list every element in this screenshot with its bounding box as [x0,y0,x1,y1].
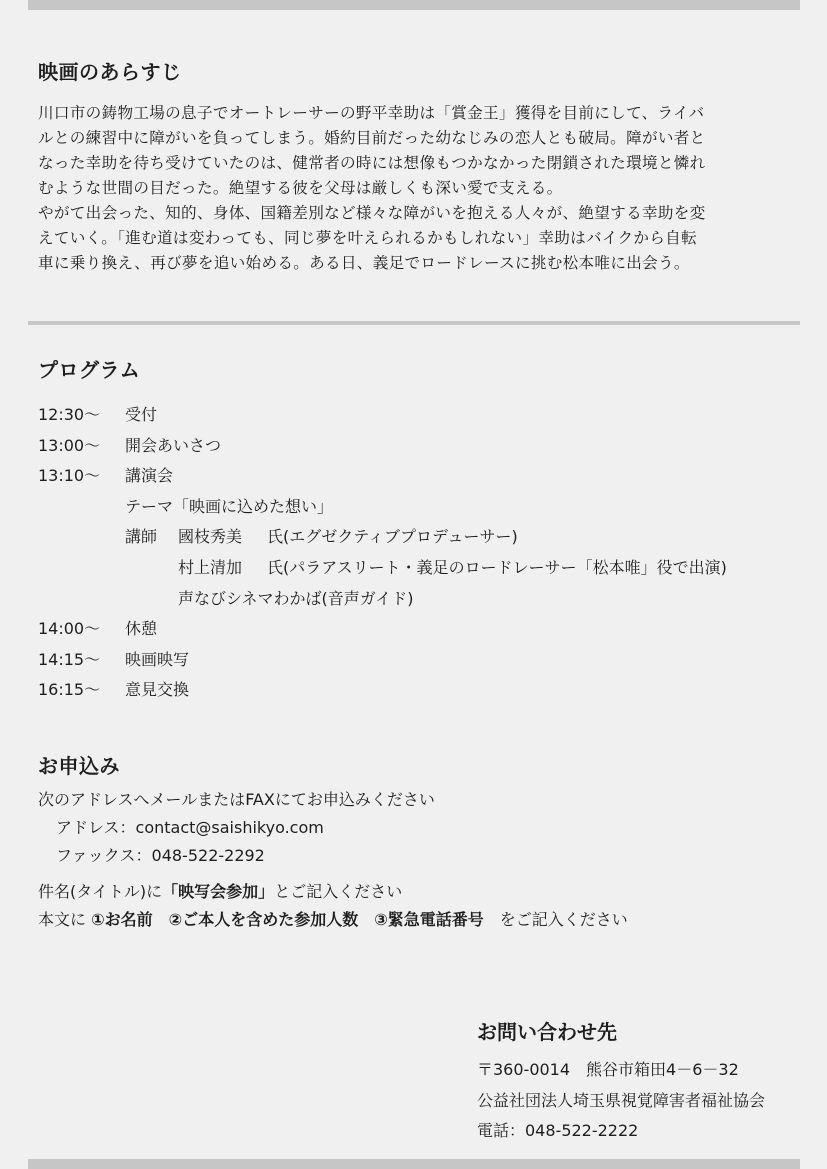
body-instruction [38,906,798,934]
apply-intro: 次のアドレスへメールまたはFAXにてお申込みください [38,790,435,809]
synopsis-text [38,101,790,276]
schedule-time: 13:00〜 [38,435,101,455]
lecturer-label: 講師 [125,527,158,547]
body-items: ①お名前 ②ご本人を含めた参加人数 ③緊急電話番号 [91,910,484,929]
contact-phone: 電話：048-522-2222 [477,1121,639,1140]
schedule-time: 14:00〜 [38,619,101,639]
schedule-label: 休憩 [125,619,158,639]
synopsis-heading: 映画のあらすじ [38,60,182,84]
schedule-row [38,431,798,462]
schedule-time: 16:15〜 [38,680,101,700]
synopsis-line: 川口市の鋳物工場の息子でオートレーサーの野平幸助は「賞金王」獲得を目前にして、ライバ [38,104,705,122]
speaker-name: 声なびシネマわかば(音声ガイド) [178,588,414,608]
schedule-time: 12:30〜 [38,405,101,424]
schedule-row [38,614,798,645]
speaker-note: 氏(パラアスリート・義足のロードレーサー「松本唯」役で出演) [267,557,727,577]
subject-value: 「映写会参加」 [162,882,275,901]
subject-suffix: とご記入ください [274,882,403,901]
synopsis-line: なった幸助を待ち受けていたのは、健常者の時には想像もつかなかった閉鎖された環境と憐れ [38,154,706,172]
email-address: アドレス：contact@saishikyo.com [56,818,324,837]
schedule-label: 開会あいさつ [125,435,222,455]
lecture-theme: テーマ「映画に込めた想い」 [125,496,334,516]
speaker-row [38,584,798,615]
body-suffix: をご記入ください [499,910,628,929]
synopsis-line: やがて出会った、知的、身体、国籍差別など様々な障がいを抱える人々が、絶望する幸助を変 [38,204,706,222]
synopsis-line: むような世間の目だった。絶望する彼を父母は厳しくも深い愛で支える。 [38,179,563,197]
program-schedule [38,400,798,706]
schedule-label: 映画映写 [125,649,190,669]
schedule-row [38,645,798,676]
subject-prefix: 件名(タイトル)に [38,882,163,901]
contact-heading: お問い合わせ先 [477,1020,617,1044]
section-divider [28,321,800,325]
contact-organization: 公益社団法人埼玉県視覚障害者福祉協会 [477,1090,766,1110]
schedule-label: 受付 [125,405,158,424]
synopsis-line: ルとの練習中に障がいを負ってしまう。婚約目前だった幼なじみの恋人とも破局。障がい者と [38,129,706,147]
contact-section [477,1016,817,1147]
body-prefix: 本文に [38,910,87,929]
contact-address: 〒360-0014 熊谷市箱田4－6－32 [477,1060,739,1079]
schedule-label: 意見交換 [125,680,190,700]
apply-section [38,786,798,934]
program-heading: プログラム [38,358,141,382]
lecture-theme-row [38,492,798,523]
fax-number: ファックス：048-522-2292 [56,846,265,865]
schedule-time: 13:10〜 [38,466,101,486]
schedule-row [38,400,798,431]
speaker-row [38,522,798,553]
synopsis-line: 車に乗り換え、再び夢を追い始める。ある日、義足でロードレースに挑む松本唯に出会う。 [38,254,690,272]
schedule-label: 講演会 [125,466,174,486]
subject-instruction [38,878,798,906]
bottom-divider [28,1159,800,1169]
speaker-row [38,553,798,584]
schedule-row [38,461,798,492]
apply-heading: お申込み [38,754,120,778]
synopsis-line: えていく。「進む道は変わっても、同じ夢を叶えられるかもしれない」幸助はバイクから自転 [38,229,697,247]
schedule-time: 14:15〜 [38,649,101,669]
speaker-name: 國枝秀美 [178,527,243,547]
speaker-name: 村上清加 [178,557,243,577]
speaker-note: 氏(エグゼクティブプロデューサー) [267,527,518,547]
schedule-row [38,675,798,706]
top-divider [28,0,800,10]
